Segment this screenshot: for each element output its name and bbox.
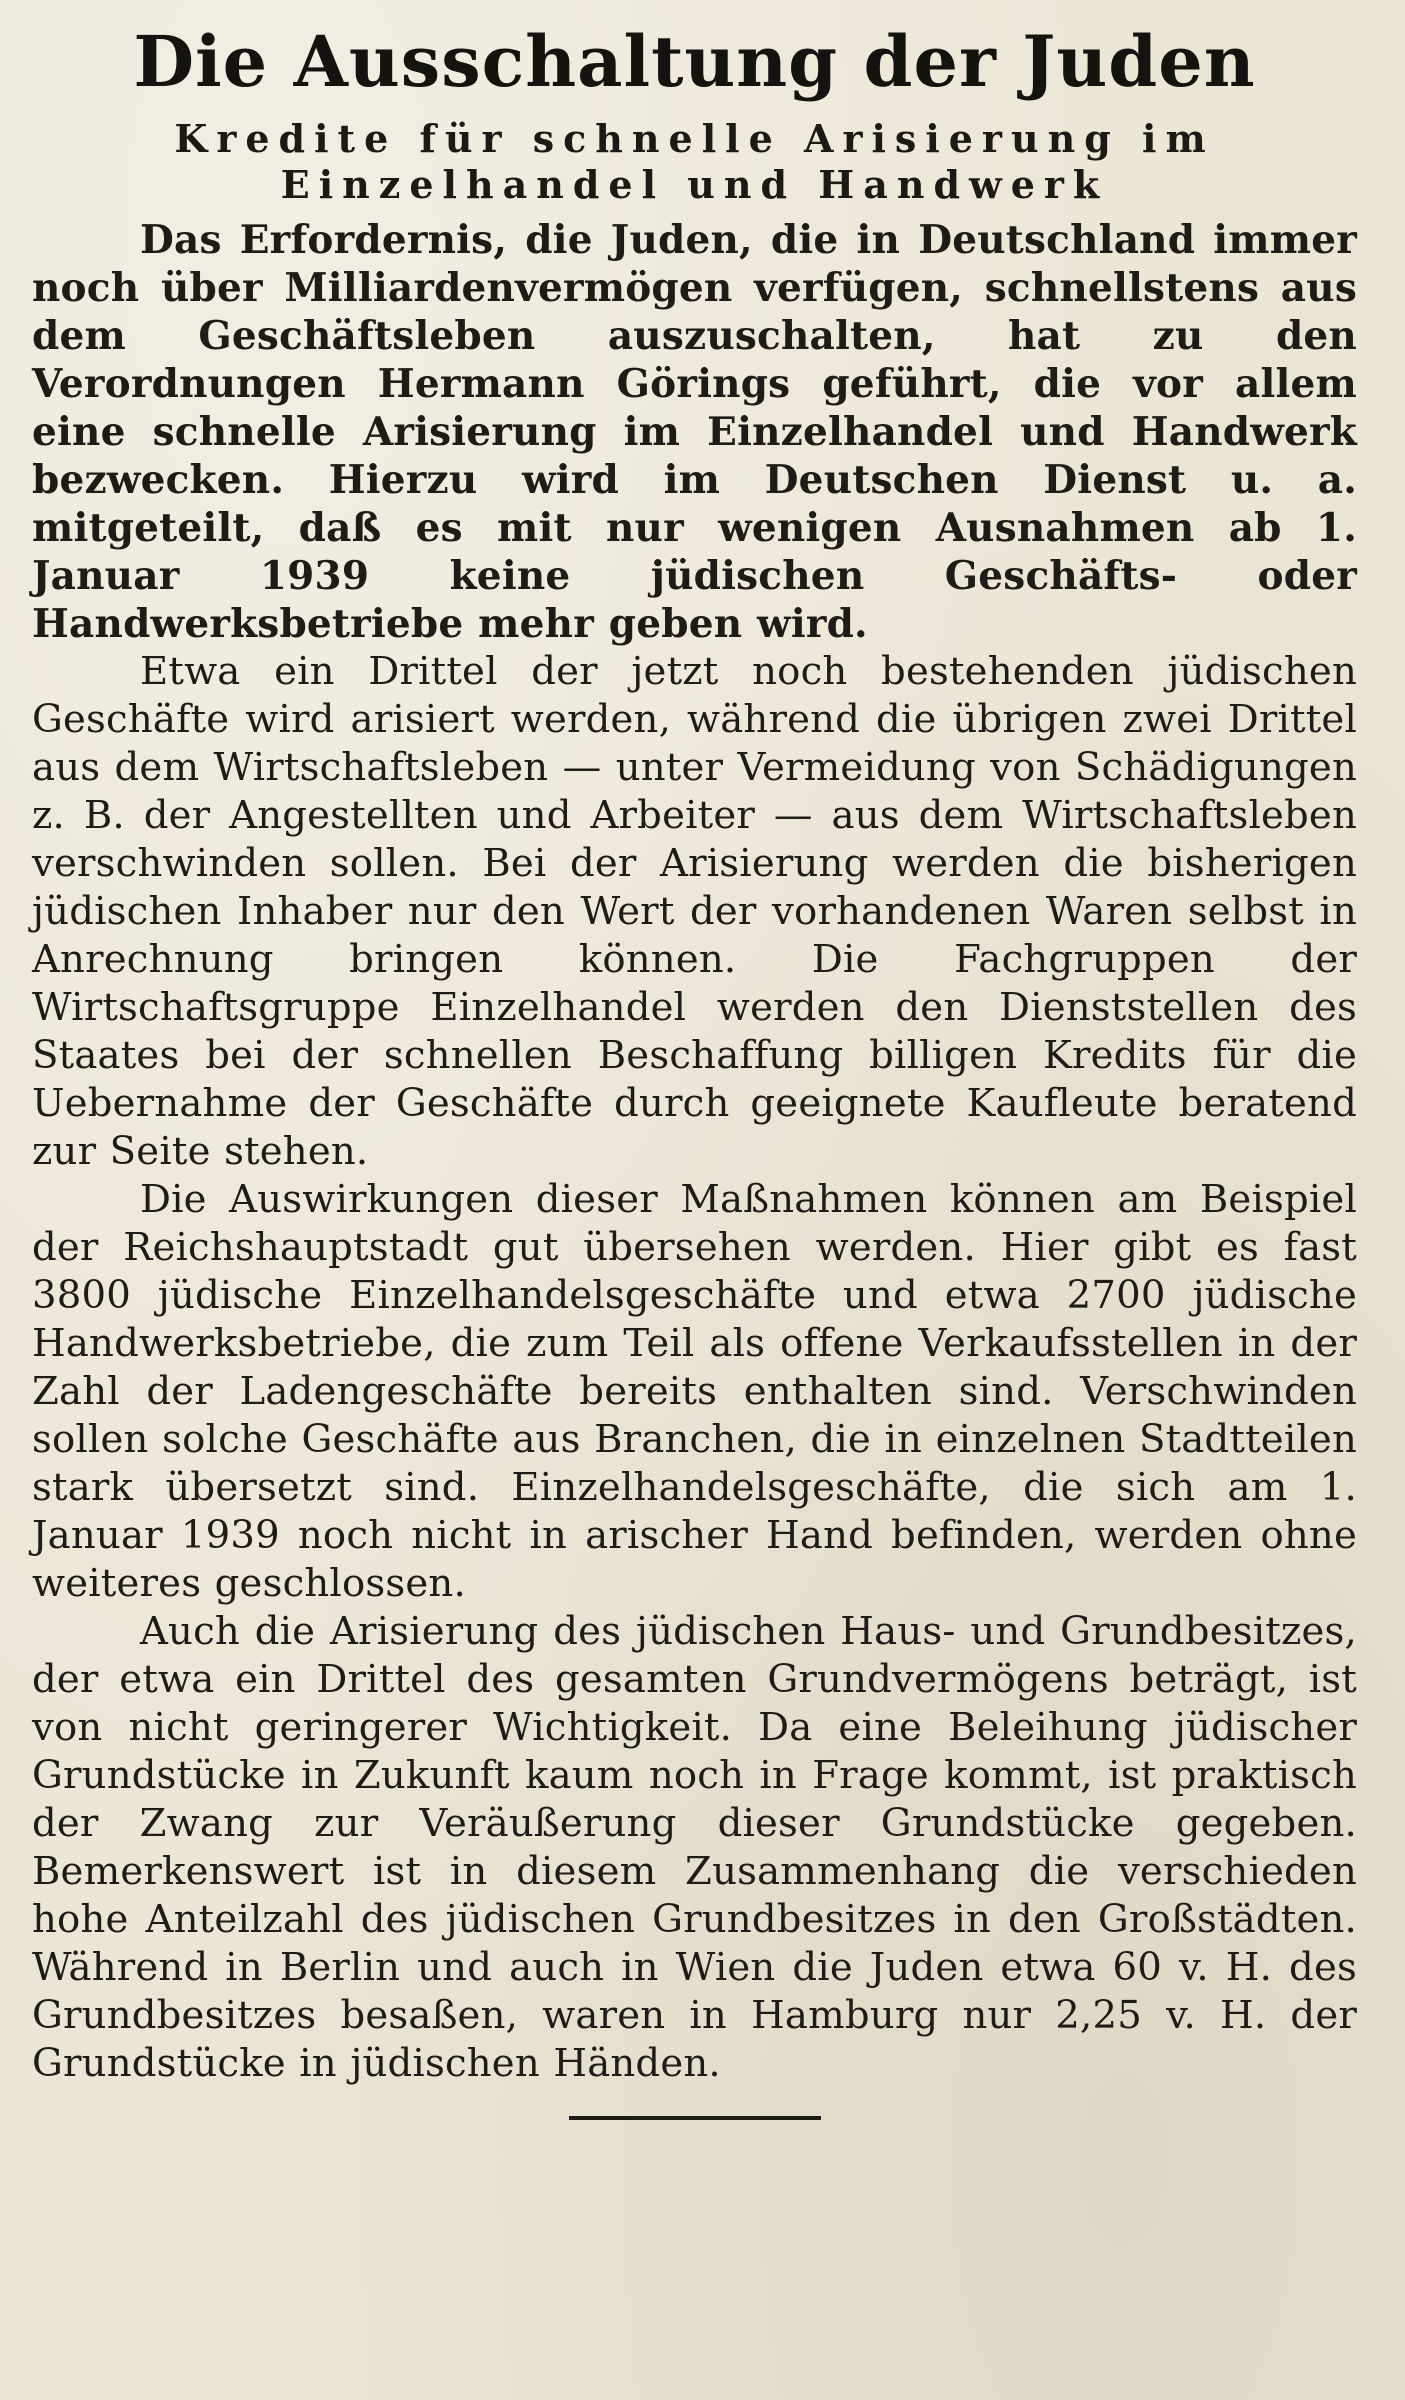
paragraph-lead: Das Erfordernis, die Juden, die in Deutschland immer noch über Milliardenvermögen verfügen, schnellstens aus dem Geschäftsleben auszuschalten, hat zu den Verordnungen Hermann Görings geführt, die vor allem eine schnelle Arisierung im Einzelhandel und Handwerk bezwecken. Hierzu wird im Deutschen Dienst u. a. mitgeteilt, daß es mit nur wenigen Ausnahmen ab 1. Januar 1939 keine jüdischen Geschäfts- oder Handwerksbetriebe mehr geben wird. [32, 217, 1357, 647]
article-body [32, 216, 1357, 2088]
paragraph: Auch die Arisierung des jüdischen Haus- und Grundbesitzes, der etwa ein Drittel des gesamten Grundvermögens beträgt, ist von nicht geringerer Wichtigkeit. Da eine Beleihung jüdischer Grundstücke in Zukunft kaum noch in Frage kommt, ist praktisch der Zwang zur Veräußerung dieser Grundstücke gegeben. Bemerkenswert ist in diesem Zusammenhang die verschieden hohe Anteilzahl des jüdischen Grundbesitzes in den Großstädten. Während in Berlin und auch in Wien die Juden etwa 60 v. H. des Grundbesitzes besaßen, waren in Hamburg nur 2,25 v. H. der Grundstücke in jüdischen Händen. [32, 1609, 1357, 2086]
end-rule-divider [569, 2116, 821, 2120]
paragraph: Etwa ein Drittel der jetzt noch bestehenden jüdischen Geschäfte wird arisiert werden, während die übrigen zwei Drittel aus dem Wirtschaftsleben — unter Vermeidung von Schädigungen z. B. der Angestellten und Arbeiter — aus dem Wirtschaftsleben verschwinden sollen. Bei der Arisierung werden die bisherigen jüdischen Inhaber nur den Wert der vorhandenen Waren selbst in Anrechnung bringen können. Die Fachgruppen der Wirtschaftsgruppe Einzelhandel werden den Dienststellen des Staates bei der schnellen Beschaffung billigen Kredits für die Uebernahme der Geschäfte durch geeignete Kaufleute beratend zur Seite stehen. [32, 649, 1357, 1174]
paragraph: Die Auswirkungen dieser Maßnahmen können am Beispiel der Reichshauptstadt gut übersehen werden. Hier gibt es fast 3800 jüdische Einzelhandelsgeschäfte und etwa 2700 jüdische Handwerksbetriebe, die zum Teil als offene Verkaufsstellen in der Zahl der Ladengeschäfte bereits enthalten sind. Verschwinden sollen solche Geschäfte aus Branchen, die in einzelnen Stadtteilen stark übersetzt sind. Einzelhandelsgeschäfte, die sich am 1. Januar 1939 noch nicht in arischer Hand befinden, werden ohne weiteres geschlossen. [32, 1177, 1357, 1606]
subheadline: Kredite für schnelle Arisierung im Einzelhandel und Handwerk [174, 116, 1215, 207]
headline: Die Ausschaltung der Juden [133, 20, 1256, 103]
